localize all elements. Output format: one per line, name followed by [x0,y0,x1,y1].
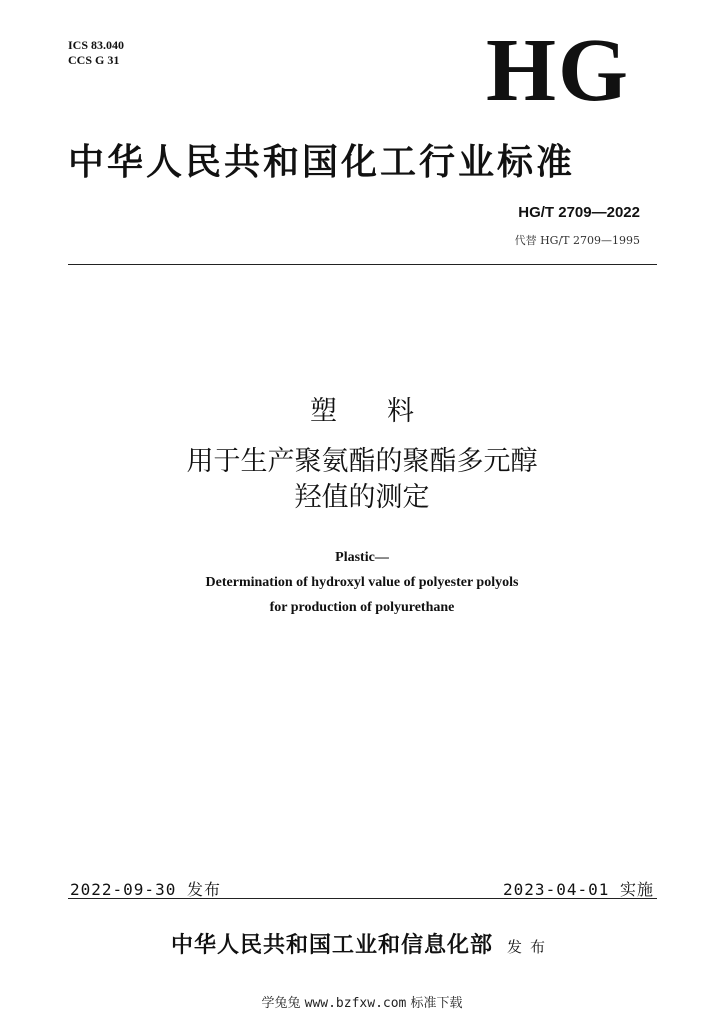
chinese-title-line-3: 羟值的测定 [294,482,430,513]
replaces-standard: 代替 HG/T 2709—1995 [514,234,640,247]
chinese-title-line-2: 用于生产聚氨酯的聚酯多元醇 [186,446,538,477]
issuer-name: 中华人民共和国工业和信息化部 [170,932,493,958]
watermark-site-name: 学兔兔 [261,996,301,1011]
watermark-url: www.bzfxw.com [304,996,407,1011]
site-watermark [0,992,724,1011]
ics-code: ICS 83.040 [68,38,125,52]
ccs-code: CCS G 31 [68,53,120,67]
english-title-line-2: Determination of hydroxyl value of polyester polyols [205,575,519,590]
standard-category-title: 中华人民共和国化工行业标准 [68,141,576,183]
issue-date: 2022-09-30 发布 [70,880,221,899]
issuing-authority [0,928,724,959]
hg-logo: HG [485,21,630,120]
chinese-title-line-1: 塑料 [310,396,464,427]
classification-codes [68,38,124,68]
english-title-line-3: for production of polyurethane [269,600,455,615]
english-title-line-1: Plastic— [335,550,389,565]
header-divider [68,264,657,265]
issuer-action: 发布 [507,938,554,956]
implementation-date: 2023-04-01 实施 [503,880,654,899]
footer-divider [68,898,657,899]
standard-number: HG/T 2709—2022 [518,204,640,221]
watermark-tagline: 标准下载 [410,996,463,1011]
